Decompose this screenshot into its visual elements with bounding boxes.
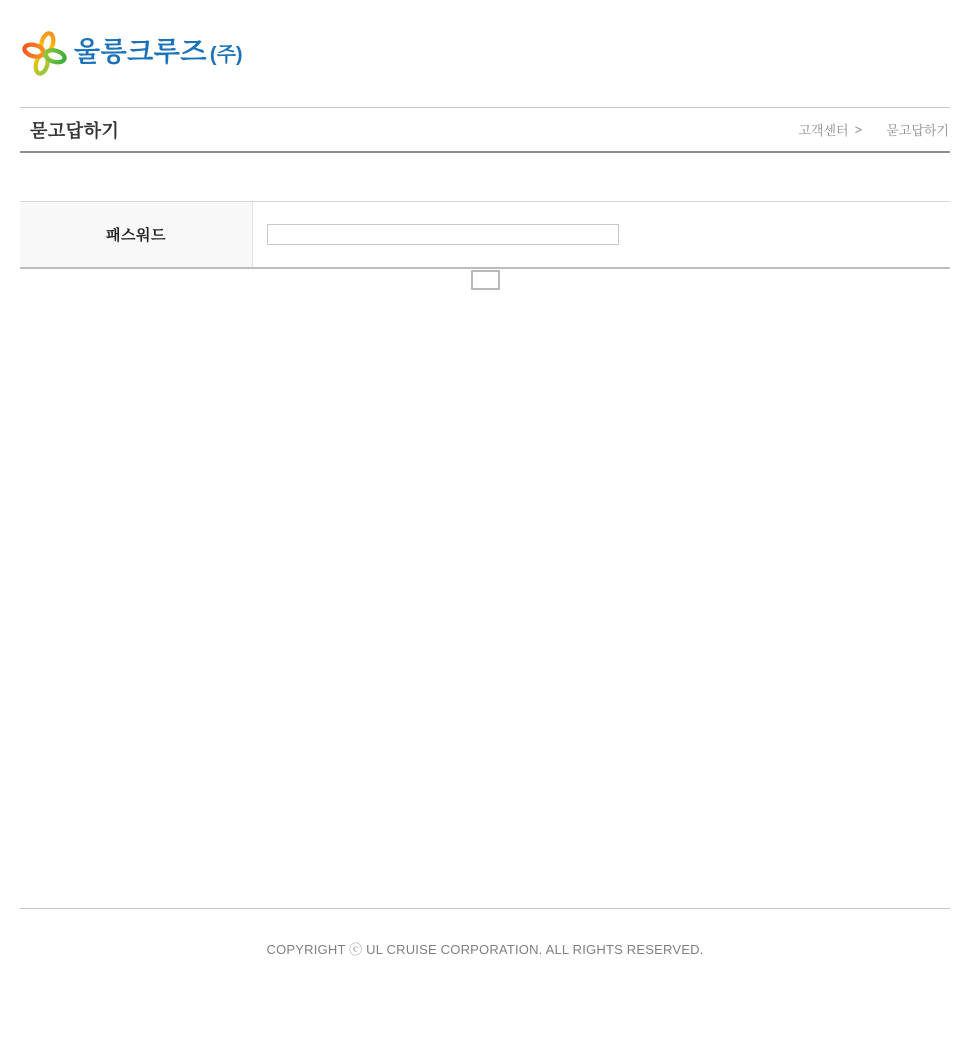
header — [0, 0, 970, 76]
breadcrumb-current: 묻고답하기 — [886, 123, 949, 138]
breadcrumb-parent[interactable]: 고객센터 — [798, 123, 849, 138]
password-input[interactable] — [267, 224, 619, 245]
password-form-table — [20, 201, 950, 269]
password-label-cell — [20, 202, 253, 267]
breadcrumb-separator-icon: > — [854, 122, 863, 137]
titlebar — [20, 107, 950, 153]
breadcrumb — [798, 120, 950, 139]
submit-row — [0, 270, 970, 290]
logo-company-name: 울릉크루즈 — [74, 37, 207, 67]
footer — [20, 908, 950, 978]
submit-button[interactable] — [471, 270, 500, 290]
logo[interactable] — [22, 28, 970, 77]
password-input-cell — [253, 202, 950, 267]
pinwheel-flower-icon — [22, 28, 67, 77]
password-label: 패스워드 — [106, 227, 166, 244]
page-title: 묻고답하기 — [30, 120, 120, 141]
logo-text — [74, 38, 243, 67]
footer-copyright: COPYRIGHT ⓒ UL CRUISE CORPORATION. ALL RIGHTS RESERVED. — [266, 942, 704, 957]
logo-company-suffix: (주) — [209, 44, 243, 66]
